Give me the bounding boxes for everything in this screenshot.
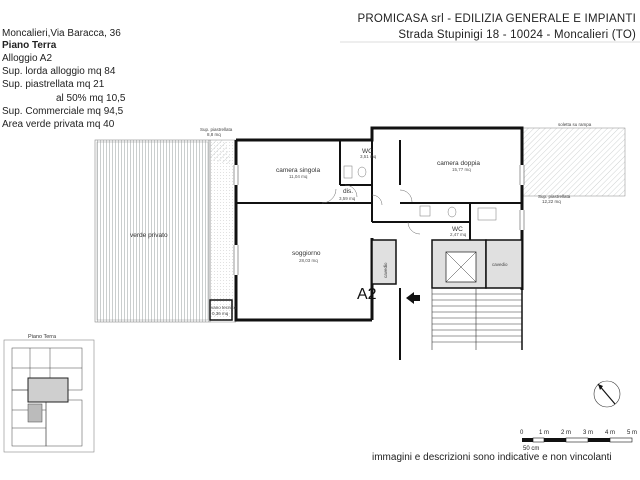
- room-camera-singola-area: 11,04 mq: [289, 174, 308, 179]
- north-arrow-icon: [594, 381, 620, 407]
- key-plan-title: Piano Terra: [28, 334, 57, 340]
- sup-piastrellata: Sup. piastrellata mq 21: [2, 79, 105, 90]
- sup-commerciale: Sup. Commerciale mq 94,5: [2, 106, 124, 117]
- room-wc2-area: 2,47 mq: [450, 232, 467, 237]
- verde-privato-area: [95, 140, 210, 322]
- cavedio-right: cavedio: [492, 262, 508, 267]
- room-camera-singola: camera singola: [276, 167, 321, 174]
- disclaimer: immagini e descrizioni sono indicative e non vincolanti: [372, 452, 612, 463]
- floor-label: Piano Terra: [2, 40, 57, 51]
- verde-privato-label: verde privato: [130, 232, 168, 239]
- stair-core: [372, 240, 522, 360]
- room-soggiorno: soggiorno: [292, 250, 321, 257]
- room-camera-doppia-area: 15,77 mq: [452, 167, 471, 172]
- scale-tick-1: 1 m: [539, 430, 550, 436]
- room-wc1: WC: [362, 148, 373, 155]
- vano-tecnico-label: vano tecnico: [211, 305, 237, 310]
- unit-label: Alloggio A2: [2, 53, 53, 64]
- room-camera-doppia: camera doppia: [437, 160, 480, 167]
- company-name: PROMICASA srl - EDILIZIA GENERALE E IMPIANTI: [357, 13, 636, 25]
- interior-walls: [236, 140, 522, 240]
- unit-a2-label: A2: [357, 286, 377, 303]
- scale-tick-3: 3 m: [583, 430, 594, 436]
- room-wc1-area: 3,51 mq: [360, 154, 377, 159]
- terrace-left-area: 8,8 mq: [207, 132, 221, 137]
- terrace-right-label: Sup. piastrellata: [538, 194, 571, 199]
- room-dis: dis.: [343, 188, 354, 195]
- vano-tecnico-area: 0,36 mq: [212, 311, 229, 316]
- bathroom-fixtures: [344, 166, 496, 220]
- sup-lorda: Sup. lorda alloggio mq 84: [2, 66, 116, 77]
- terrace-left-label: Sup. piastrellata: [200, 127, 233, 132]
- room-wc2: WC: [452, 226, 463, 233]
- company-address: Strada Stupinigi 18 - 10024 - Moncalieri (TO): [398, 29, 636, 41]
- scale-bar: [520, 430, 637, 452]
- outer-walls: [236, 128, 522, 320]
- terrace-right-area: 12,22 mq: [542, 199, 561, 204]
- al-50: al 50% mq 10,5: [56, 93, 126, 104]
- room-dis-area: 3,59 mq: [339, 196, 356, 201]
- scale-sub: 50 cm: [523, 446, 540, 452]
- soletta-label: soletta su rampa: [558, 122, 592, 127]
- room-soggiorno-area: 28,03 mq: [299, 258, 318, 263]
- key-plan: [4, 334, 94, 452]
- scale-tick-5: 5 m: [627, 430, 638, 436]
- scale-tick-2: 2 m: [561, 430, 572, 436]
- area-verde: Area verde privata mq 40: [2, 119, 115, 130]
- terrace-left: [210, 140, 236, 322]
- soletta-area: [522, 128, 625, 196]
- scale-tick-0: 0: [520, 430, 524, 436]
- cavedio-left: cavedio: [383, 262, 388, 278]
- scale-tick-4: 4 m: [605, 430, 616, 436]
- entrance-arrow-icon: [406, 292, 420, 304]
- address: Moncalieri,Via Baracca, 36: [2, 28, 121, 39]
